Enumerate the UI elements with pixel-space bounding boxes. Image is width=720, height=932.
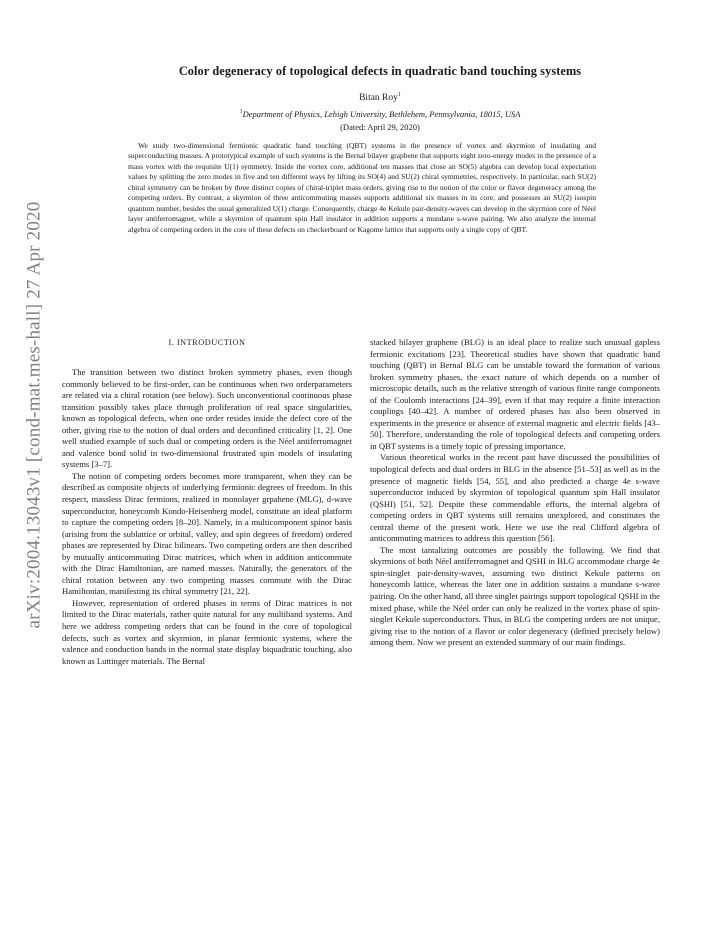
right-paragraph-3: The most tantalizing outcomes are possibly the following. We find that skyrmions of both Néel antiferromagnet and QSHI in BLG accommodate charge 4e spin-singlet pair-density-waves, assuming two distinct Kekule patterns on honeycomb lattice, whereas the later one in addition sustains a mundane s-wave pairing. On the other hand, all three singlet pairings support topological QSHI in the mixed phase, while the Néel order can only be realized in the vortex phase of spin-singlet Kekule superconductors. Thus, in BLG the competing orders are not unique, giving rise to the notion of a flavor or color degeneracy (defined precisely below) among them. Now we present an extended summary of our main findings. — [370, 544, 660, 648]
left-column — [62, 337, 352, 667]
dated-line: (Dated: April 29, 2020) — [340, 122, 420, 132]
author-name: Bitan Roy — [359, 93, 398, 104]
affiliation-text: Department of Physics, Lehigh University, Bethlehem, Pennsylvania, 18015, USA — [242, 109, 521, 119]
author-superscript: 1 — [397, 92, 401, 98]
paper-title: Color degeneracy of topological defects in quadratic band touching systems — [178, 64, 582, 78]
left-paragraph-3: However, representation of ordered phases in terms of Dirac matrices is not limited to the Dirac materials, rather quite natural for any multiband systems. And here we address competing orders that can be found in the core of topological defects, such as vortex and skyrmion, in planar fermionic systems, where the valence and conduction bands in the normal state display biquadratic touching, also known as Luttinger materials. The Bernal — [62, 597, 352, 666]
arxiv-identifier-stamp — [19, 190, 49, 640]
right-paragraph-2: Various theoretical works in the recent past have discussed the possibilities of topological defects and dual orders in BLG in the absence [51–53] as well as in the presence of magnetic fields [54, 55], and also predicted a charge 4e s-wave superconductor induced by skyrmion of topological quantum spin Hall insulator (QSHI) [51, 52]. Despite these commendable efforts, the internal algebra of competing orders in QBT systems still remains unexplored, and constitutes the central theme of the present work. Here we use the real Clifford algebra of anticommuting matrices to address this question [56]. — [370, 452, 660, 544]
affiliation-line — [80, 109, 680, 119]
right-paragraph-1: stacked bilayer graphene (BLG) is an ideal place to realize such unusual gapless fermionic excitations [23]. Theoretical studies have shown that quadratic band touching (QBT) in Bernal BLG can be unstable toward the formation of various broken symmetry phases, the exact nature of which depends on a number of microscopic details, such as the relative strength of various finite range components of the Coulomb interactions [24–39], even if that may require a finite interaction couplings [40–42]. A number of ordered phases has also been observed in experiments in the presence or absence of external magnetic and electric fields [43–50]. Therefore, understanding the role of topological defects and competing orders in QBT systems is a timely topic of pressing importance. — [370, 337, 660, 451]
left-paragraph-2: The notion of competing orders becomes more transparent, when they can be described as composite objects of underlying fermionic degrees of freedom. In this respect, massless Dirac fermions, realized in monolayer grpahene (MLG), d-wave superconductor, honeycomb Kondo-Heisenberg model, constitute an ideal platform to capture the competing orders [8–20]. Namely, in a multicomponent spinor basis (arising from the sublattice or orbital, valley, and spin degrees of freedom) ordered phases are represented by Dirac bilinears. Two competing orders are then described by mutually anticommuting Dirac matrices, which when in addition anticommute with the Dirac Hamiltonian, are named masses. Naturally, the generators of the chiral rotation between any two competing masses commute with the Dirac Hamiltonian, manifesting its chiral symmetry [21, 22]. — [62, 470, 352, 597]
affiliation-superscript: 1 — [239, 109, 243, 116]
section-heading-introduction: I. INTRODUCTION — [168, 338, 246, 347]
author-line — [80, 92, 680, 103]
abstract: We study two-dimensional fermionic quadratic band touching (QBT) systems in the presence of vortex and skyrmion of insulating and superconducting masses. A prototypical example of such systems is the Bernal bilayer graphene that supports eight zero-energy modes in the presence of a mass vortex with the requisite U(1) symmetry. Inside the vortex core, additional ten masses that close an SO(5) algebra can develop local expectation values by splitting the zero modes in five and ten different ways by lifting its SO(4) and SU(2) chiral symmetries, respectively. In particular, each SU(2) chiral symmetry can be broken by three distinct copies of chiral-triplet mass orders, giving rise to the notion of the color or flavor degeneracy among the competing orders. By contrast, a skyrmion of three anticommuting masses supports additional six masses in its core, and possesses an SU(2) isospin quantum number, besides the usual generalized U(1) charge. Consequently, charge 4e Kekule pair-density-waves can develop in the skyrmion core of Néel layer antiferromagnet, while a skyrmion of quantum spin Hall insulator in addition supports a mundane s-wave pairing. We also analyze the internal algebra of competing orders in the core of these defects on checkerboard or Kagome lattice that supports only a single copy of QBT. — [128, 141, 596, 234]
left-paragraph-1: The transition between two distinct broken symmetry phases, even though commonly believed to be first-order, can be continuous when two orderparameters are related via a chiral rotation (see below). Such unconventional continuous phase transition possibly takes place through proliferation of real space singularities, known as topological defects, when one order resides inside the defect core of the other, giving rise to the notion of dual orders and deconfined criticality [1, 2]. One well studied example of such dual or competing orders is the Néel antiferromagnet and valence bond solid in two-dimensional frustrated spin models of insulating systems [3–7]. — [62, 367, 352, 470]
arxiv-identifier-text: arXiv:2004.13043v1 [cond-mat.mes-hall] 27 Apr 2020 — [23, 201, 44, 629]
right-column — [370, 337, 660, 649]
